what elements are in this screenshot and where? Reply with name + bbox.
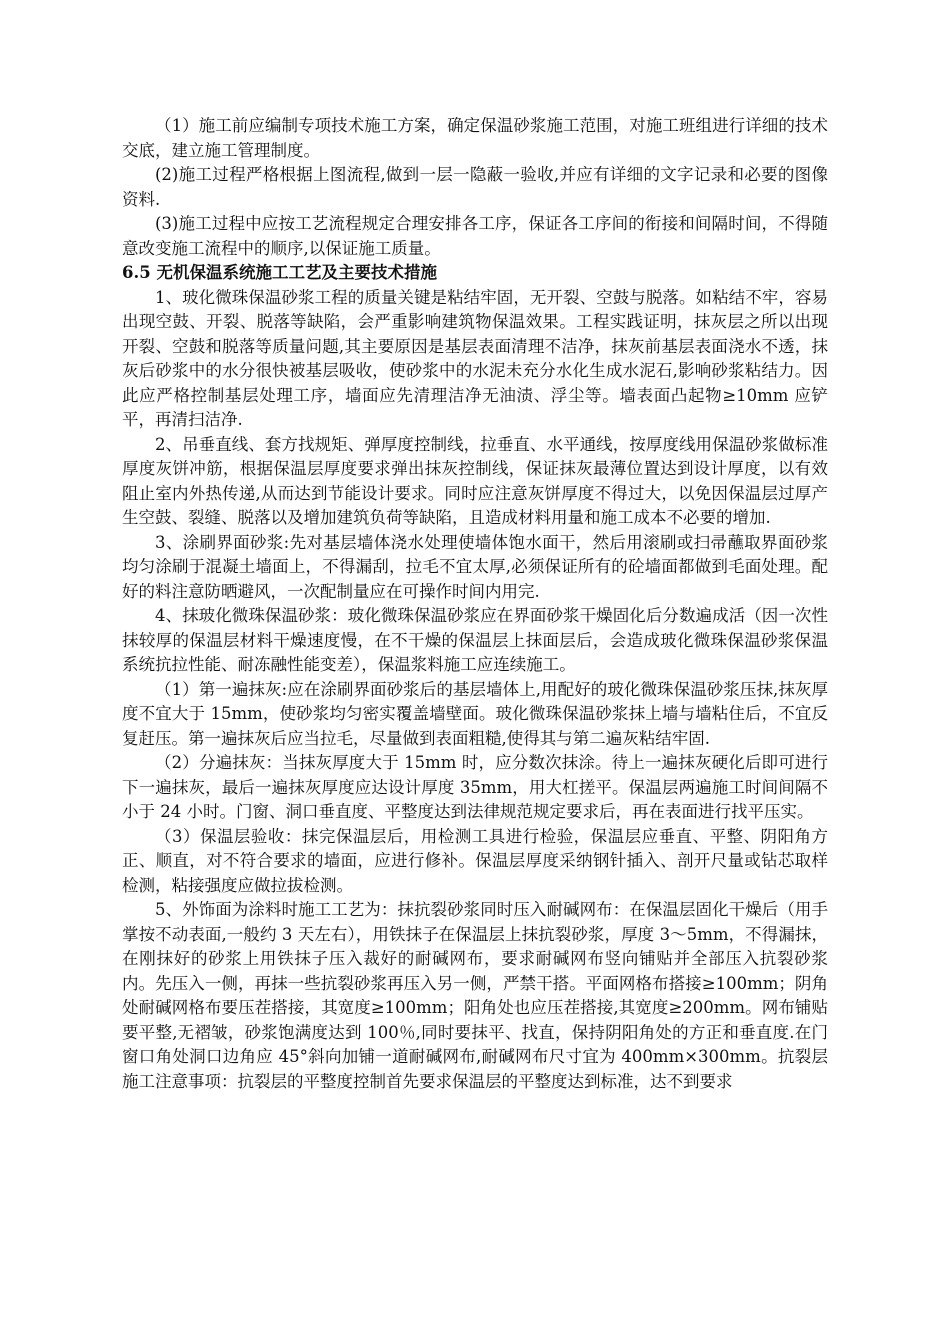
paragraph-step-2: 2、吊垂直线、套方找规矩、弹厚度控制线，拉垂直、水平通线，按厚度线用保温砂浆做标准厚度灰饼冲筋，根据保温层厚度要求弹出抹灰控制线，保证抹灰最薄位置达到设计厚度，以有效阻止室内外热传递,从而达到节能设计要求。同时应注意灰饼厚度不得过大，以免因保温层过厚产生空鼓、裂缝、脱落以及增加建筑负荷等缺陷，且造成材料用量和施工成本不必要的增加. — [122, 434, 828, 527]
paragraph-step-4: 4、抹玻化微珠保温砂浆：玻化微珠保温砂浆应在界面砂浆干燥固化后分数遍成活（因一次性抹较厚的保温层材料干燥速度慢，在不干燥的保温层上抹面层后，会造成玻化微珠保温砂浆保温系统抗拉性能、耐冻融性能变差），保温浆料施工应连续施工。 — [122, 606, 828, 674]
paragraph-step-4-1: （1）第一遍抹灰:应在涂刷界面砂浆后的基层墙体上,用配好的玻化微珠保温砂浆压抹,抹灰厚度不宜大于 15mm，使砂浆均匀密实覆盖墙壁面。玻化微珠保温砂浆抹上墙与墙粘住后，不宜反复赶压。第一遍抹灰后应当拉毛，尽量做到表面粗糙,使得其与第二遍灰粘结牢固. — [122, 679, 828, 748]
paragraph-step-4-3: （3）保温层验收：抹完保温层后，用检测工具进行检验，保温层应垂直、平整、阴阳角方正、顺直，对不符合要求的墙面，应进行修补。保温层厚度采纳钢针插入、剖开尺量或钻芯取样检测，粘接强度应做拉拔检测。 — [122, 826, 828, 895]
document-body — [122, 114, 828, 1094]
section-heading-6-5: 6.5 无机保温系统施工工艺及主要技术措施 — [122, 263, 437, 282]
paragraph-step-3: 3、涂刷界面砂浆:先对基层墙体浇水处理使墙体饱水面干，然后用滚刷或扫帚蘸取界面砂浆均匀涂刷于混凝土墙面上，不得漏刮，拉毛不宜太厚,必须保证所有的砼墙面都做到毛面处理。配好的料注意防晒避风，一次配制量应在可操作时间内用完. — [122, 532, 828, 601]
paragraph-step-1: 1、玻化微珠保温砂浆工程的质量关键是粘结牢固，无开裂、空鼓与脱落。如粘结不牢，容易出现空鼓、开裂、脱落等缺陷，会严重影响建筑物保温效果。工程实践证明，抹灰层之所以出现开裂、空鼓和脱落等质量问题,其主要原因是基层表面清理不洁净，抹灰前基层表面浇水不透，抹灰后砂浆中的水分很快被基层吸收，使砂浆中的水泥未充分水化生成水泥石,影响砂浆粘结力。因此应严格控制基层处理工序，墙面应先清理洁净无油渍、浮尘等。墙表面凸起物≥10mm 应铲平，再清扫洁净. — [122, 287, 828, 429]
paragraph-intro-2: (2)施工过程严格根据上图流程,做到一层一隐蔽一验收,并应有详细的文字记录和必要的图像资料. — [122, 165, 828, 209]
paragraph-intro-3: (3)施工过程中应按工艺流程规定合理安排各工序，保证各工序间的衔接和间隔时间，不得随意改变施工流程中的顺序,以保证施工质量。 — [122, 214, 828, 258]
paragraph-step-4-2: （2）分遍抹灰：当抹灰厚度大于 15mm 时，应分数次抹涂。待上一遍抹灰硬化后即可进行下一遍抹灰，最后一遍抹灰厚度应达设计厚度 35mm，用大杠搓平。保温层两遍施工时间间隔不小于 24 小时。门窗、洞口垂直度、平整度达到法律规范规定要求后，再在表面进行找平压实。 — [122, 753, 828, 821]
paragraph-step-5: 5、外饰面为涂料时施工工艺为：抹抗裂砂浆同时压入耐碱网布：在保温层固化干燥后（用手掌按不动表面,一般约 3 天左右），用铁抹子在保温层上抹抗裂砂浆，厚度 3～5mm，不得漏抹，在刚抹好的砂浆上用铁抹子压入裁好的耐碱网布，要求耐碱网布竖向铺贴并全部压入抗裂砂浆内。先压入一侧，再抹一些抗裂砂浆再压入另一侧，严禁干搭。平面网格布搭接≥100mm；阴角处耐碱网格布要压茬搭接，其宽度≥100mm；阳角处也应压茬搭接,其宽度≥200mm。网布铺贴要平整,无褶皱，砂浆饱满度达到 100％,同时要抹平、找直，保持阴阳角处的方正和垂直度.在门窗口角处洞口边角应 45°斜向加铺一道耐碱网布,耐碱网布尺寸宜为 400mm×300mm。抗裂层施工注意事项：抗裂层的平整度控制首先要求保温层的平整度达到标准，达不到要求 — [122, 900, 828, 1091]
paragraph-intro-1: （1）施工前应编制专项技术施工方案，确定保温砂浆施工范围，对施工班组进行详细的技术交底，建立施工管理制度。 — [122, 116, 828, 160]
